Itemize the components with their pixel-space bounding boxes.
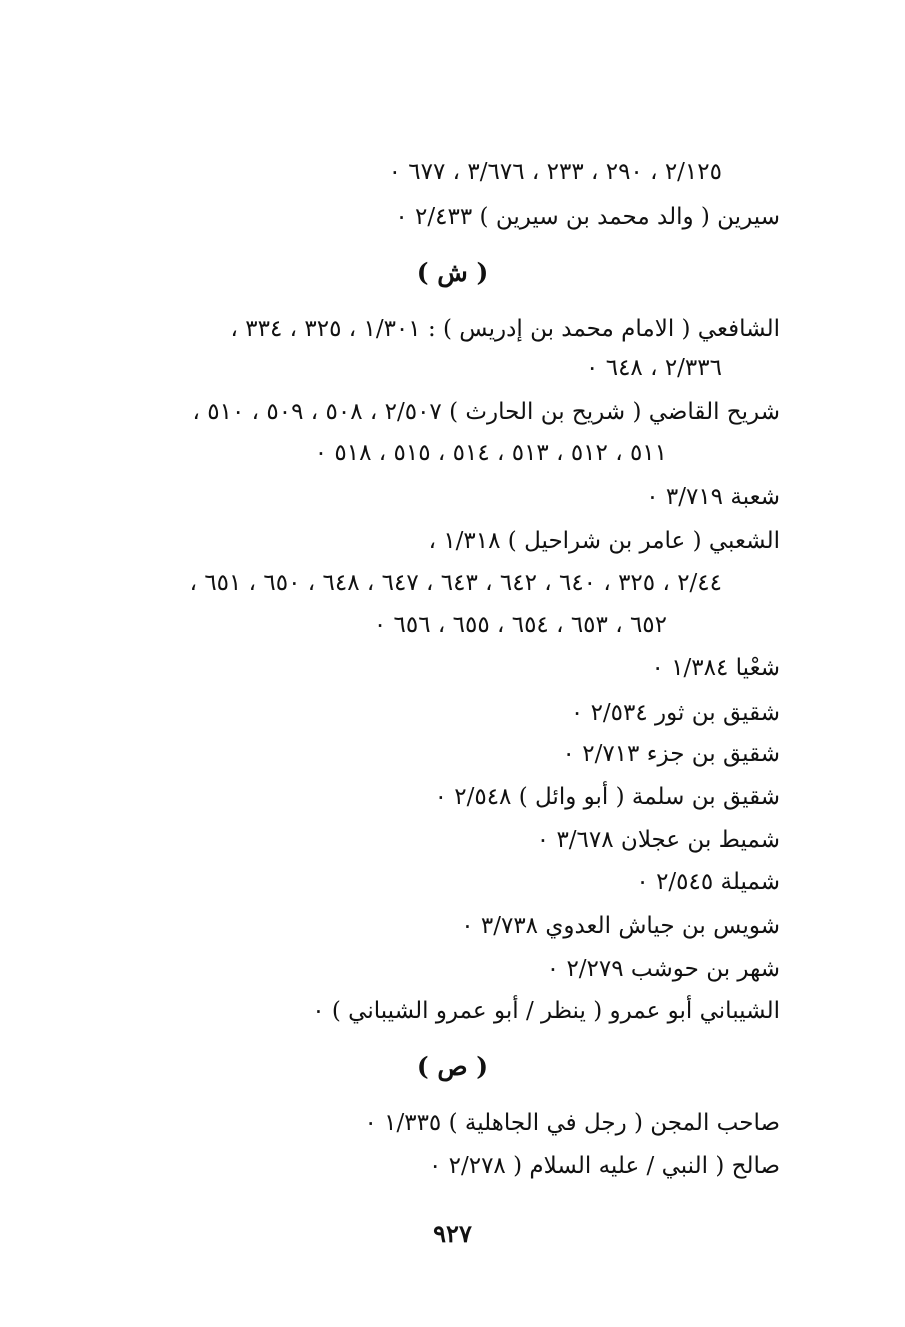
entry-shumayla: شميلة ٢/٥٤٥ ٠ — [636, 869, 780, 895]
entry-shahr: شهر بن حوشب ٢/٢٧٩ ٠ — [546, 956, 780, 982]
entry-shuba: شعبة ٣/٧١٩ ٠ — [646, 484, 780, 510]
entry-shafii-cont: ٢/٣٣٦ ، ٦٤٨ ٠ — [586, 355, 722, 381]
entry-shaqiq-juz: شقيق بن جزء ٢/٧١٣ ٠ — [562, 741, 780, 767]
entry-shabi-cont-2: ٦٥٢ ، ٦٥٣ ، ٦٥٤ ، ٦٥٥ ، ٦٥٦ ٠ — [373, 612, 667, 638]
entry-shurayh: شريح القاضي ( شريح بن الحارث ) ٢/٥٠٧ ، ٥٠٨ ، ٥٠٩ ، ٥١٠ ، — [192, 399, 780, 425]
entry-shaya: شعْيا ١/٣٨٤ ٠ — [651, 655, 780, 681]
entry-salih: صالح ( النبي / عليه السلام ( ٢/٢٧٨ ٠ — [428, 1153, 780, 1179]
entry-shabi-cont-1: ٢/٤٤ ، ٣٢٥ ، ٦٤٠ ، ٦٤٢ ، ٦٤٣ ، ٦٤٧ ، ٦٤٨ ، ٦٥٠ ، ٦٥١ ، — [189, 570, 722, 596]
entry-shafii: الشافعي ( الامام محمد بن إدريس ) : ١/٣٠١ ، ٣٢٥ ، ٣٣٤ ، — [230, 316, 780, 342]
line-continuation-1: ٢/١٢٥ ، ٢٩٠ ، ٢٣٣ ، ٣/٦٧٦ ، ٦٧٧ ٠ — [388, 159, 722, 185]
section-heading-sad: ( ص ) — [416, 1052, 489, 1081]
page-number: ٩٢٧ — [433, 1219, 472, 1248]
entry-sahib-mijan: صاحب المجن ( رجل في الجاهلية ) ١/٣٣٥ ٠ — [364, 1110, 780, 1136]
entry-shuways: شويس بن جياش العدوي ٣/٧٣٨ ٠ — [461, 913, 780, 939]
entry-shaybani: الشيباني أبو عمرو ( ينظر / أبو عمرو الشيباني ) ٠ — [312, 998, 780, 1024]
entry-shaqiq-salama: شقيق بن سلمة ( أبو وائل ) ٢/٥٤٨ ٠ — [434, 784, 780, 810]
entry-shurayh-cont: ٥١١ ، ٥١٢ ، ٥١٣ ، ٥١٤ ، ٥١٥ ، ٥١٨ ٠ — [314, 440, 667, 466]
entry-shabi: الشعبي ( عامر بن شراحيل ) ١/٣١٨ ، — [428, 528, 780, 554]
entry-shumayt: شميط بن عجلان ٣/٦٧٨ ٠ — [536, 827, 780, 853]
entry-sirin: سيرين ( والد محمد بن سيرين ) ٢/٤٣٣ ٠ — [395, 204, 780, 230]
entry-shaqiq-thawr: شقيق بن ثور ٢/٥٣٤ ٠ — [570, 700, 780, 726]
section-heading-shin: ( ش ) — [416, 258, 489, 287]
